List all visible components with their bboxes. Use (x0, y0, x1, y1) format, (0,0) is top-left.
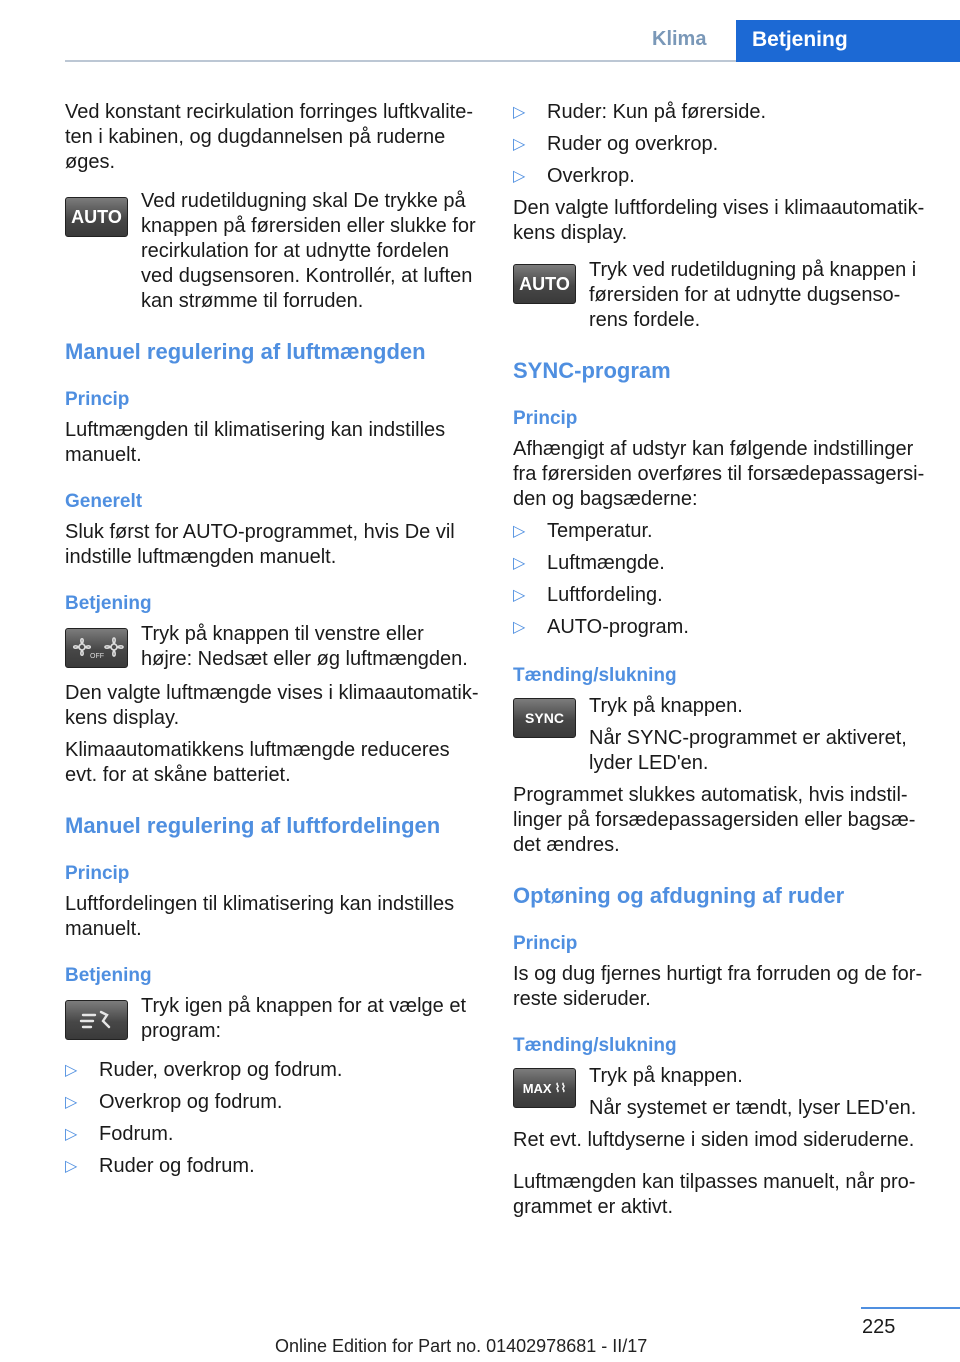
paragraph: Den valgte luftfordeling vises i klimaautomatikkens display. (513, 197, 925, 244)
max-defrost-icon: MAX ⌇⌇ (513, 1068, 576, 1108)
list-item: ▷ Luftmængde. (513, 552, 665, 574)
paragraph: Luftmængden til klimatisering kan indstilles manuelt. (65, 419, 446, 466)
paragraph: Tryk på knappen. (589, 695, 743, 717)
subheading: Tænding/slukning (513, 1035, 677, 1056)
paragraph: Luftfordelingen til klimatisering kan indstilles manuelt. (65, 893, 455, 940)
header-section: Klima (652, 28, 707, 50)
paragraph: Ret evt. luftdyserne i siden imod sideruderne. (513, 1129, 915, 1151)
list-item: ▷ Ruder: Kun på førerside. (513, 101, 766, 123)
auto-button-icon: AUTO (513, 264, 576, 304)
left-column (65, 100, 479, 1179)
list-item: ▷ Fodrum. (65, 1123, 174, 1145)
paragraph: Is og dug fjernes hurtigt fra forruden og de forreste sideruder. (513, 963, 923, 1010)
list-item: ▷ Ruder, overkrop og fodrum. (65, 1059, 343, 1081)
paragraph: Tryk igen på knappen for at vælge et program: (141, 995, 466, 1042)
svg-text:OFF: OFF (89, 653, 104, 660)
subheading: Tænding/slukning (513, 665, 677, 686)
max-block (513, 1064, 926, 1121)
list-item: ▷ AUTO-program. (513, 616, 689, 638)
paragraph: Sluk først for AUTO-programmet, hvis De vil indstille luftmængden manuelt. (65, 521, 455, 568)
paragraph: Luftmængden kan tilpasses manuelt, når programmet er aktivt. (513, 1171, 916, 1218)
section-heading: Optøning og afdugning af ruder (513, 883, 845, 908)
list-item: ▷ Ruder og fodrum. (65, 1155, 255, 1177)
auto-block (513, 258, 926, 333)
paragraph: Klimaautomatikkens luftmængde reduceres evt. for at skåne batteriet. (65, 739, 450, 786)
fan-speed-icon (65, 628, 128, 668)
list-item: ▷ Overkrop og fodrum. (65, 1091, 283, 1113)
fan-icon (70, 635, 124, 661)
subheading: Betjening (65, 593, 152, 614)
paragraph: Tryk ved rudetildugning på knappen i førersiden for at udnytte dugsensorens fordele. (589, 259, 917, 331)
subheading: Generelt (65, 491, 143, 512)
right-column (513, 100, 926, 1220)
list-item: ▷ Temperatur. (513, 520, 653, 542)
sync-block (513, 694, 926, 776)
section-heading: Manuel regulering af luftfordelingen (65, 813, 441, 838)
subheading: Princip (513, 933, 578, 954)
air-distribution-icon (65, 1000, 128, 1040)
paragraph: Ved rudetildugning skal De trykke på knappen på førersiden eller slukke for recirkulation for at udnytte fordelen ved dugsensoren. Kontrollér, at luften kan strømme til forruden. (141, 190, 476, 312)
footer-rule (861, 1307, 960, 1309)
program-list (65, 1058, 479, 1179)
auto-button-icon: AUTO (65, 197, 128, 237)
paragraph: Tryk på knappen. (589, 1065, 743, 1087)
subheading: Princip (65, 863, 130, 884)
paragraph: Afhængigt af udstyr kan følgende indstillinger fra førersiden overføres til forsædepassagersiden og bagsæderne: (513, 438, 925, 510)
auto-block (65, 189, 479, 314)
fan-block (65, 622, 479, 672)
header-tab-label: Betjening (752, 28, 848, 51)
subheading: Princip (65, 389, 130, 410)
paragraph: Tryk på knappen til venstre eller højre: Nedsæt eller øg luftmængden. (141, 623, 468, 670)
sync-button-icon: SYNC (513, 698, 576, 738)
paragraph: Ved konstant recirkulation forringes luftkvaliteten i kabinen, og dugdannelsen på ruderne øges. (65, 101, 473, 173)
sync-list (513, 519, 926, 640)
subheading: Betjening (65, 965, 152, 986)
distribution-list (513, 100, 926, 189)
page-number: 225 (862, 1316, 896, 1338)
subheading: Princip (513, 408, 578, 429)
header-tab (736, 20, 960, 62)
paragraph: Programmet slukkes automatisk, hvis indstillinger på forsædepassagersiden eller bagsædet ændres. (513, 784, 916, 856)
section-heading: SYNC-program (513, 358, 671, 383)
paragraph: Når systemet er tændt, lyser LED'en. (589, 1097, 917, 1119)
paragraph: Den valgte luftmængde vises i klimaautomatikkens display. (65, 682, 479, 729)
footer-edition: Online Edition for Part no. 01402978681 - II/17 (275, 1336, 648, 1356)
section-heading: Manuel regulering af luftmængden (65, 339, 426, 364)
list-item: ▷ Luftfordeling. (513, 584, 663, 606)
list-item: ▷ Ruder og overkrop. (513, 133, 719, 155)
list-item: ▷ Overkrop. (513, 165, 635, 187)
distribution-block (65, 994, 479, 1044)
paragraph: Når SYNC-programmet er aktiveret, lyder LED'en. (589, 727, 907, 774)
